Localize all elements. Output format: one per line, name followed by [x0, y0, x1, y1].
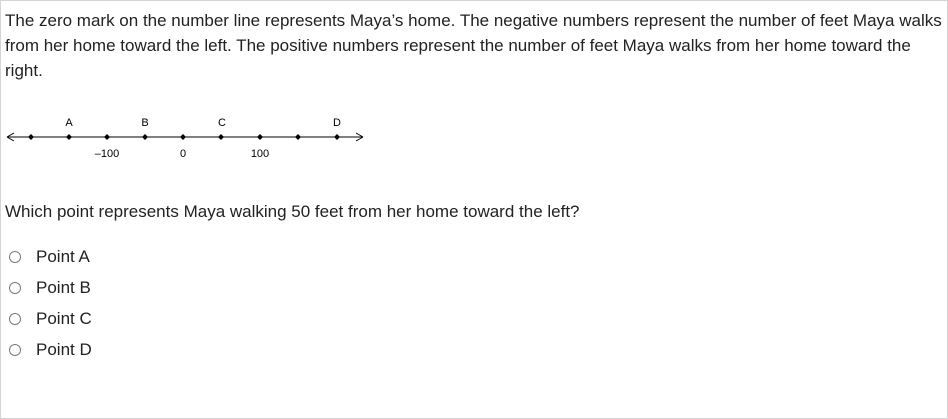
- option-label-a: Point A: [36, 246, 90, 266]
- tick-mark: [104, 134, 110, 140]
- tick-mark: [142, 134, 148, 140]
- option-point-b[interactable]: [9, 272, 92, 303]
- point-label-d: D: [333, 117, 341, 129]
- tick-mark: [180, 134, 186, 140]
- tick-label-neg-100: –100: [94, 148, 120, 160]
- answer-options: [9, 241, 92, 365]
- radio-button-c[interactable]: [9, 313, 21, 325]
- option-label-d: Point D: [36, 339, 92, 359]
- question-intro: The zero mark on the number line represents Maya’s home. The negative numbers represent the number of feet Maya walks from her home toward the left. The positive numbers represent the number of feet Maya walks from her home toward the right.: [5, 11, 942, 80]
- tick-mark: [334, 134, 340, 140]
- tick-label-100: 100: [250, 148, 270, 160]
- radio-button-b[interactable]: [9, 282, 21, 294]
- radio-button-d[interactable]: [9, 344, 21, 356]
- option-point-a[interactable]: [9, 241, 92, 272]
- tick-label-0: 0: [179, 148, 187, 160]
- radio-button-a[interactable]: [9, 251, 21, 263]
- question-prompt: Which point represents Maya walking 50 feet from her home toward the left?: [5, 202, 580, 221]
- option-point-d[interactable]: [9, 334, 92, 365]
- tick-mark: [218, 134, 224, 140]
- point-label-c: C: [218, 117, 226, 129]
- point-label-b: B: [141, 117, 149, 129]
- number-line: [1, 111, 381, 171]
- option-label-c: Point C: [36, 308, 92, 328]
- tick-mark: [295, 134, 301, 140]
- point-label-a: A: [65, 117, 73, 129]
- tick-mark: [28, 134, 34, 140]
- tick-mark: [257, 134, 263, 140]
- option-label-b: Point B: [36, 277, 91, 297]
- tick-mark: [66, 134, 72, 140]
- option-point-c[interactable]: [9, 303, 92, 334]
